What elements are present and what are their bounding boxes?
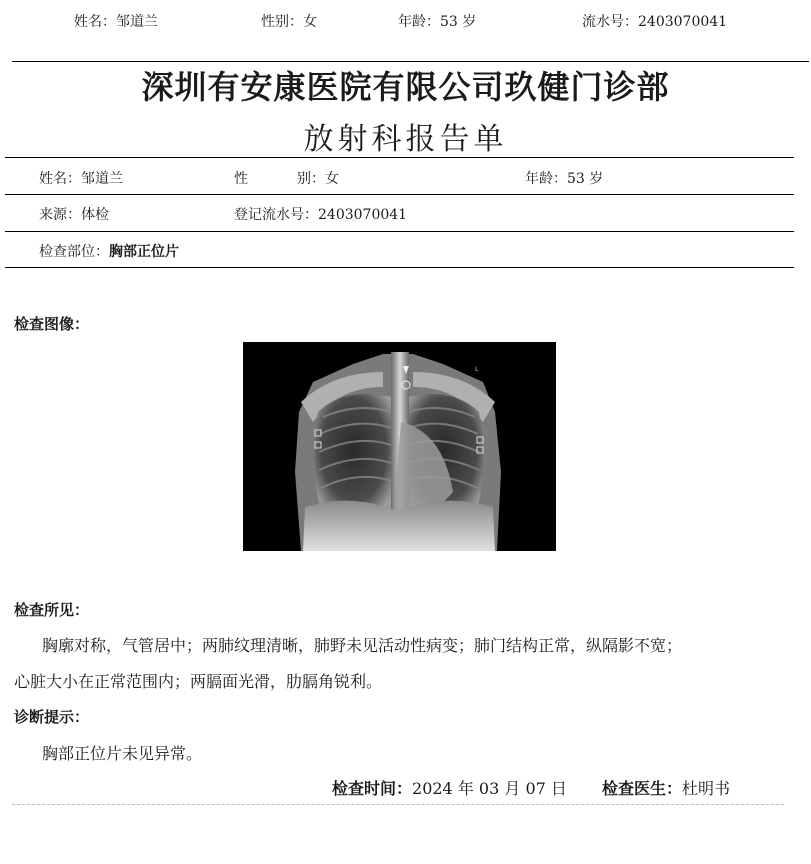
info-reg-serial: 登记流水号：2403070041 [234, 207, 408, 223]
exam-doctor-label: 检查医生： [602, 779, 683, 798]
image-heading: 检查图像： [14, 315, 90, 333]
diagnosis-text: 胸部正位片未见异常。 [42, 744, 203, 763]
hospital-title: 深圳有安康医院有限公司玖健门诊部 [141, 68, 670, 106]
report-title: 放射科报告单 [303, 122, 508, 157]
exam-time-label: 检查时间： [332, 779, 413, 798]
xray-side-marker: L [475, 366, 479, 373]
findings-heading: 检查所见： [14, 601, 90, 619]
exam-doctor [602, 776, 730, 799]
info-source: 来源：体检 [39, 207, 109, 223]
exam-part-label: 检查部位： [39, 244, 109, 260]
header-age: 年龄：53 岁 [398, 14, 477, 30]
exam-time-value: 2024 年 03 月 07 日 [412, 779, 567, 798]
header-serial: 流水号：2403070041 [582, 14, 728, 30]
table-rule-1 [5, 194, 794, 195]
table-rule-2 [5, 231, 794, 232]
findings-line-2: 心脏大小在正常范围内；两膈面光滑，肋膈角锐利。 [14, 672, 383, 691]
table-rule-top [5, 157, 794, 158]
exam-doctor-value: 杜明书 [682, 779, 731, 798]
exam-time [332, 776, 567, 799]
info-exam-part [39, 241, 179, 261]
footer-divider [12, 804, 784, 805]
findings-line-1: 胸廓对称，气管居中；两肺纹理清晰，肺野未见活动性病变；肺门结构正常，纵隔影不宽； [42, 636, 683, 655]
info-name: 姓名：邹道兰 [39, 171, 123, 187]
info-age: 年龄：53 岁 [525, 171, 604, 187]
info-gender-label: 性 [234, 171, 248, 187]
header-gender: 性别：女 [261, 14, 317, 30]
header-name: 姓名：邹道兰 [74, 14, 158, 30]
exam-part-value: 胸部正位片 [109, 244, 179, 260]
info-gender-value: 别：女 [297, 171, 339, 187]
table-rule-bottom [5, 267, 794, 268]
diagnosis-heading: 诊断提示： [14, 708, 90, 726]
chest-xray-image [243, 342, 556, 551]
